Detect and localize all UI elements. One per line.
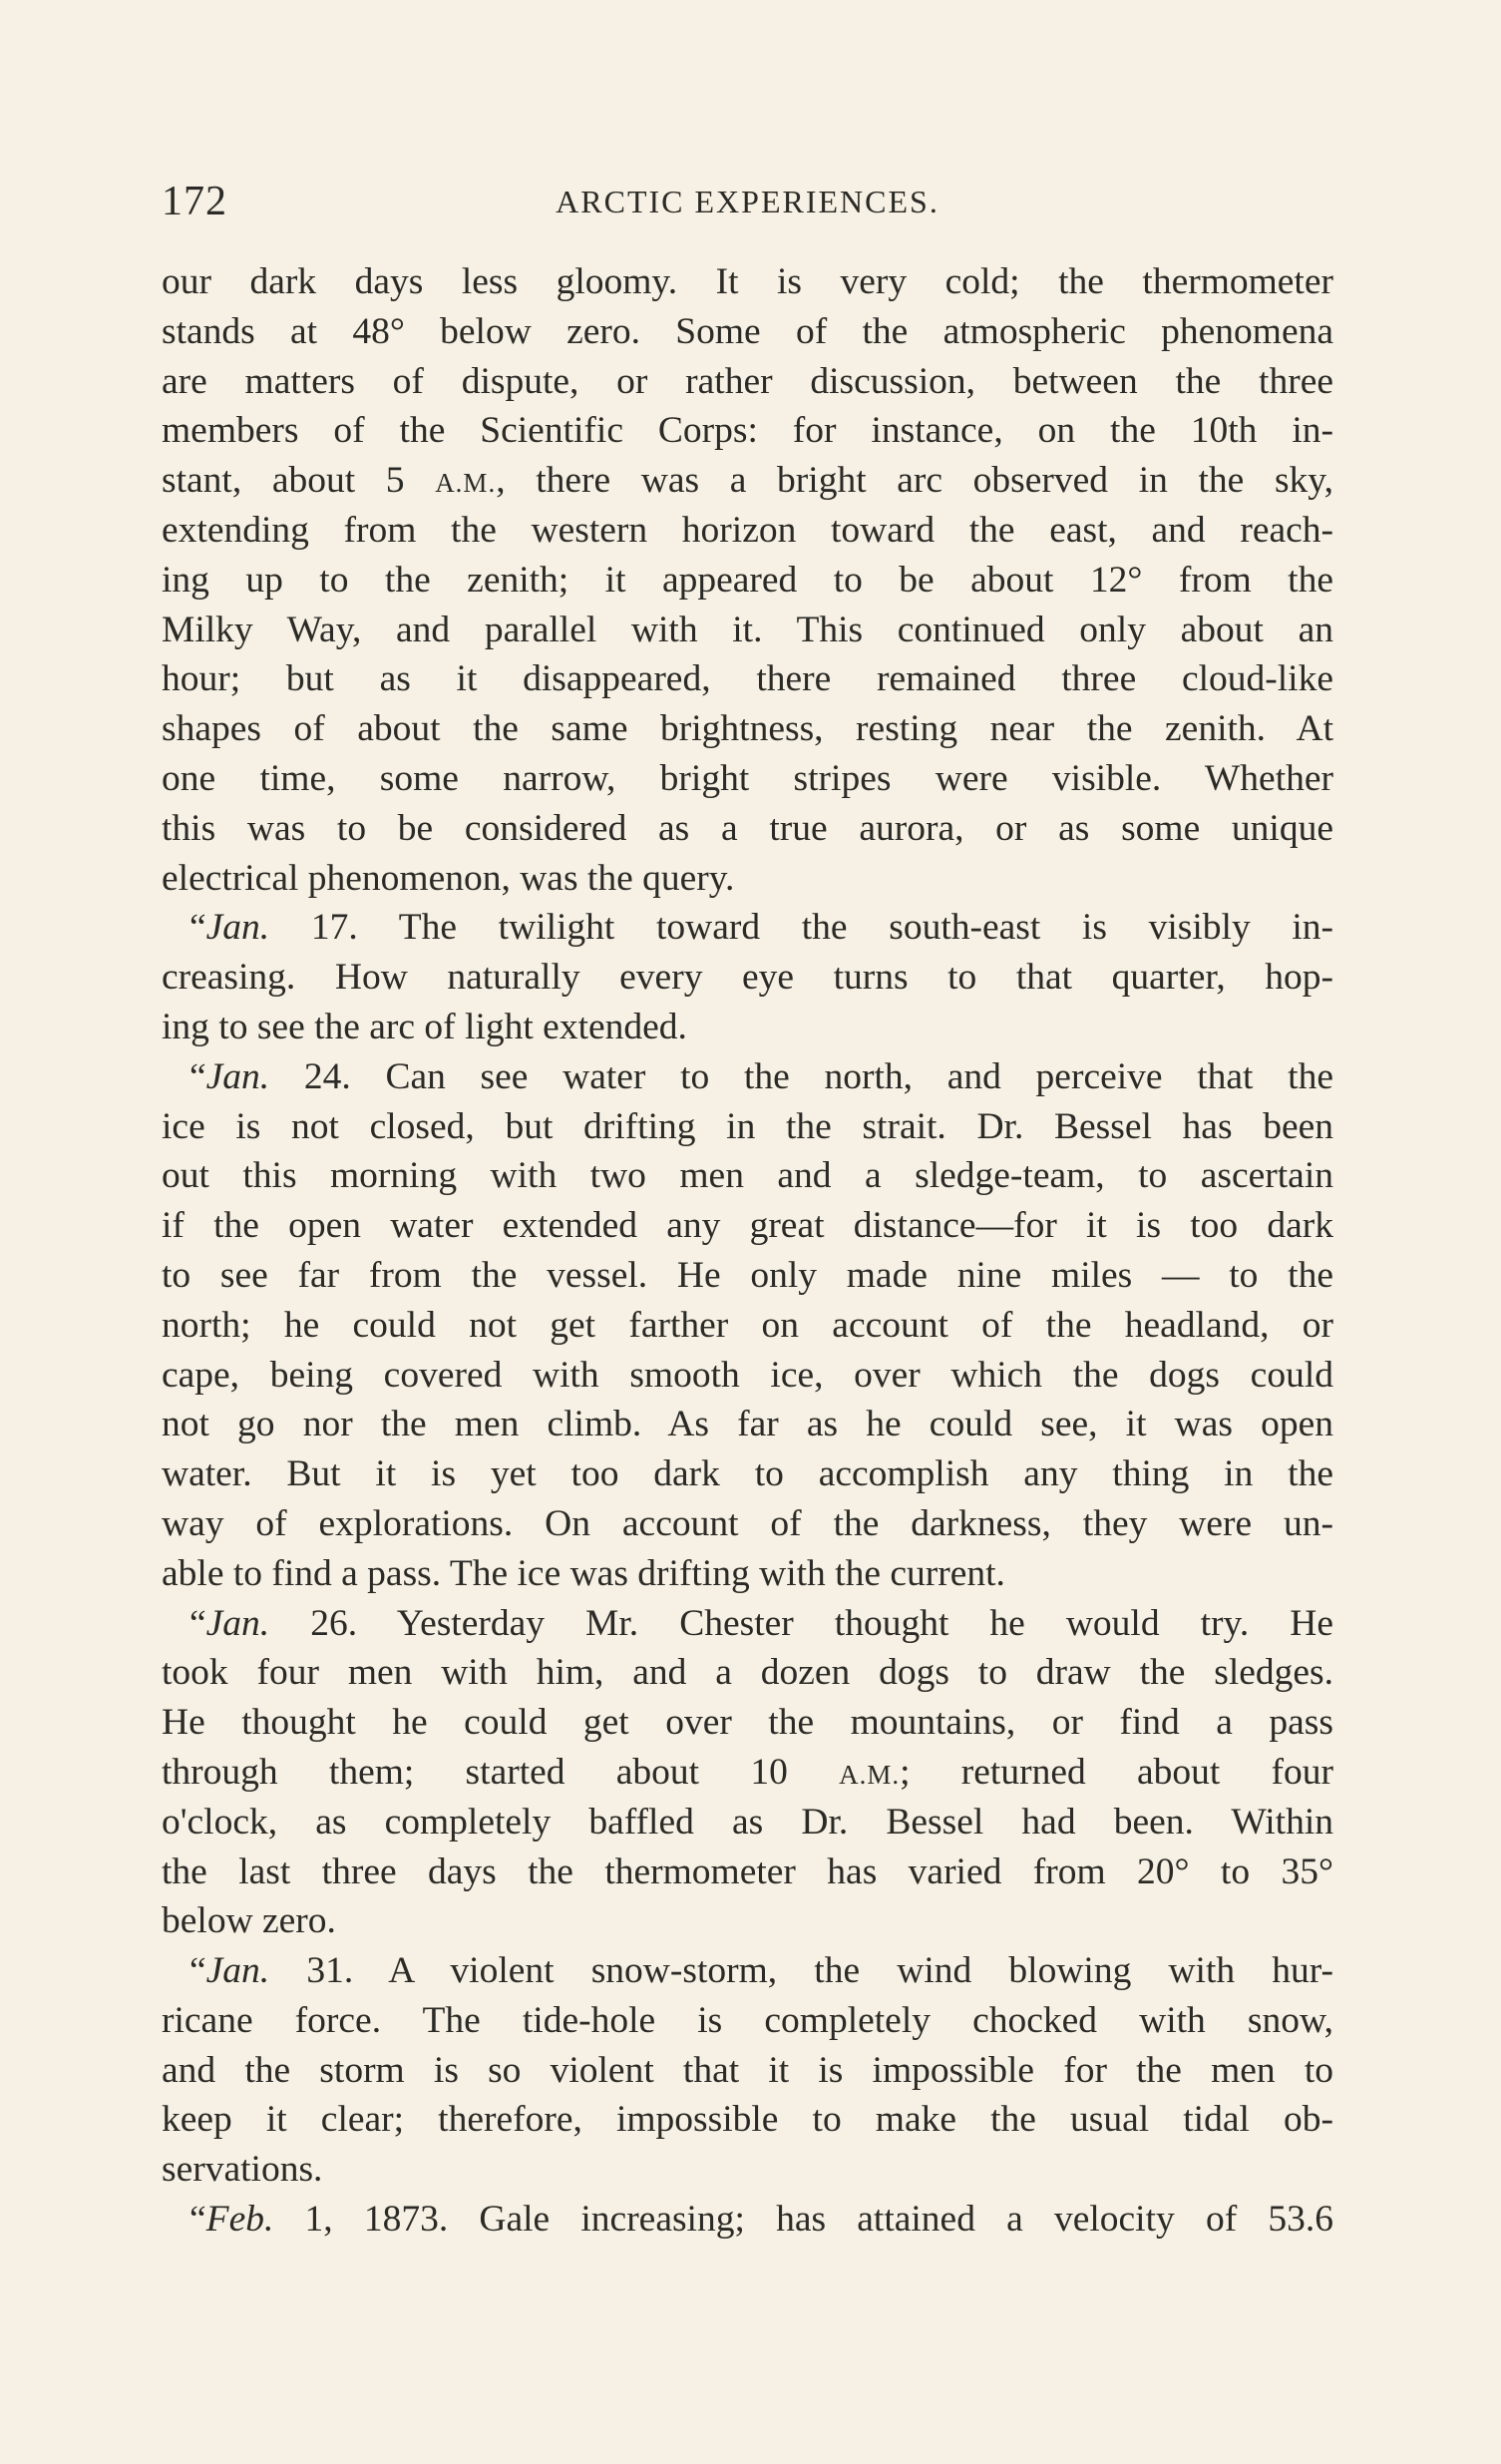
text-line: this was to be considered as a true aurora, or as some unique xyxy=(162,807,1333,849)
text-line: cape, being covered with smooth ice, over which the dogs could xyxy=(162,1354,1333,1396)
journal-date: Jan. xyxy=(205,1950,270,1992)
text-line: through them; started about 10 A.M.; returned about four xyxy=(162,1751,1334,1793)
time-abbreviation: A.M. xyxy=(839,1759,901,1790)
text-line: ice is not closed, but drifting in the strait. Dr. Bessel has been xyxy=(162,1105,1333,1147)
text-line: north; he could not get farther on account of the headland, or xyxy=(162,1304,1333,1346)
text-line: not go nor the men climb. As far as he could see, it was open xyxy=(162,1404,1333,1445)
journal-date: Jan. xyxy=(205,907,270,949)
text-line: “Feb. 1, 1873. Gale increasing; has attained a velocity of 53.6 xyxy=(189,2199,1333,2241)
text-line: and the storm is so violent that it is impossible for the men to xyxy=(162,2049,1333,2091)
text-line: ricane force. The tide-hole is completely chocked with snow, xyxy=(162,1999,1333,2041)
text-line: ing to see the arc of light extended. xyxy=(162,1006,687,1047)
text-line: electrical phenomenon, was the query. xyxy=(162,857,735,899)
journal-date: Feb. xyxy=(205,2199,274,2241)
journal-date: Jan. xyxy=(205,1055,270,1097)
text-line: stant, about 5 A.M., there was a bright arc observed in the sky, xyxy=(162,460,1333,502)
text-line: are matters of dispute, or rather discussion, between the three xyxy=(162,360,1333,402)
text-line: hour; but as it disappeared, there remained three cloud-like xyxy=(162,658,1333,700)
text-line: “Jan. 26. Yesterday Mr. Chester thought he would try. He xyxy=(189,1602,1333,1644)
running-title: ARCTIC EXPERIENCES. xyxy=(556,184,939,219)
text-line: able to find a pass. The ice was drifting with the current. xyxy=(162,1552,1005,1594)
text-line: “Jan. 24. Can see water to the north, and perceive that the xyxy=(189,1055,1333,1097)
text-line: ing up to the zenith; it appeared to be about 12° from the xyxy=(162,559,1333,601)
text-line: keep it clear; therefore, impossible to make the usual tidal ob- xyxy=(162,2099,1333,2141)
text-line: to see far from the vessel. He only made nine miles — to the xyxy=(162,1254,1333,1296)
page-header xyxy=(162,178,1333,237)
body-text xyxy=(162,257,1333,2245)
text-line: shapes of about the same brightness, resting near the zenith. At xyxy=(162,708,1333,750)
text-line: way of explorations. On account of the darkness, they were un- xyxy=(162,1502,1333,1544)
text-line: creasing. How naturally every eye turns to that quarter, hop- xyxy=(162,957,1333,999)
text-line: out this morning with two men and a sledge-team, to ascertain xyxy=(162,1155,1333,1197)
text-line: He thought he could get over the mountains, or find a pass xyxy=(162,1702,1333,1744)
text-line: o'clock, as completely baffled as Dr. Bessel had been. Within xyxy=(162,1801,1333,1843)
text-line: if the open water extended any great distance—for it is too dark xyxy=(162,1205,1333,1247)
text-line: members of the Scientific Corps: for instance, on the 10th in- xyxy=(162,410,1333,452)
text-line: took four men with him, and a dozen dogs to draw the sledges. xyxy=(162,1652,1333,1694)
time-abbreviation: A.M. xyxy=(435,468,497,499)
text-line: extending from the western horizon toward the east, and reach- xyxy=(162,509,1333,551)
text-line: “Jan. 31. A violent snow-storm, the wind blowing with hur- xyxy=(189,1950,1333,1992)
text-line: stands at 48° below zero. Some of the atmospheric phenomena xyxy=(162,310,1333,352)
text-line: one time, some narrow, bright stripes were visible. Whether xyxy=(162,757,1333,799)
text-line: our dark days less gloomy. It is very cold; the thermometer xyxy=(162,261,1333,302)
text-line: below zero. xyxy=(162,1900,336,1942)
journal-date: Jan. xyxy=(205,1602,270,1644)
text-line: the last three days the thermometer has varied from 20° to 35° xyxy=(162,1850,1333,1892)
text-line: servations. xyxy=(162,2149,323,2191)
page-number: 172 xyxy=(162,179,227,224)
text-line: “Jan. 17. The twilight toward the south-east is visibly in- xyxy=(189,907,1333,949)
text-line: water. But it is yet too dark to accomplish any thing in the xyxy=(162,1453,1333,1495)
text-line: Milky Way, and parallel with it. This continued only about an xyxy=(162,609,1333,650)
